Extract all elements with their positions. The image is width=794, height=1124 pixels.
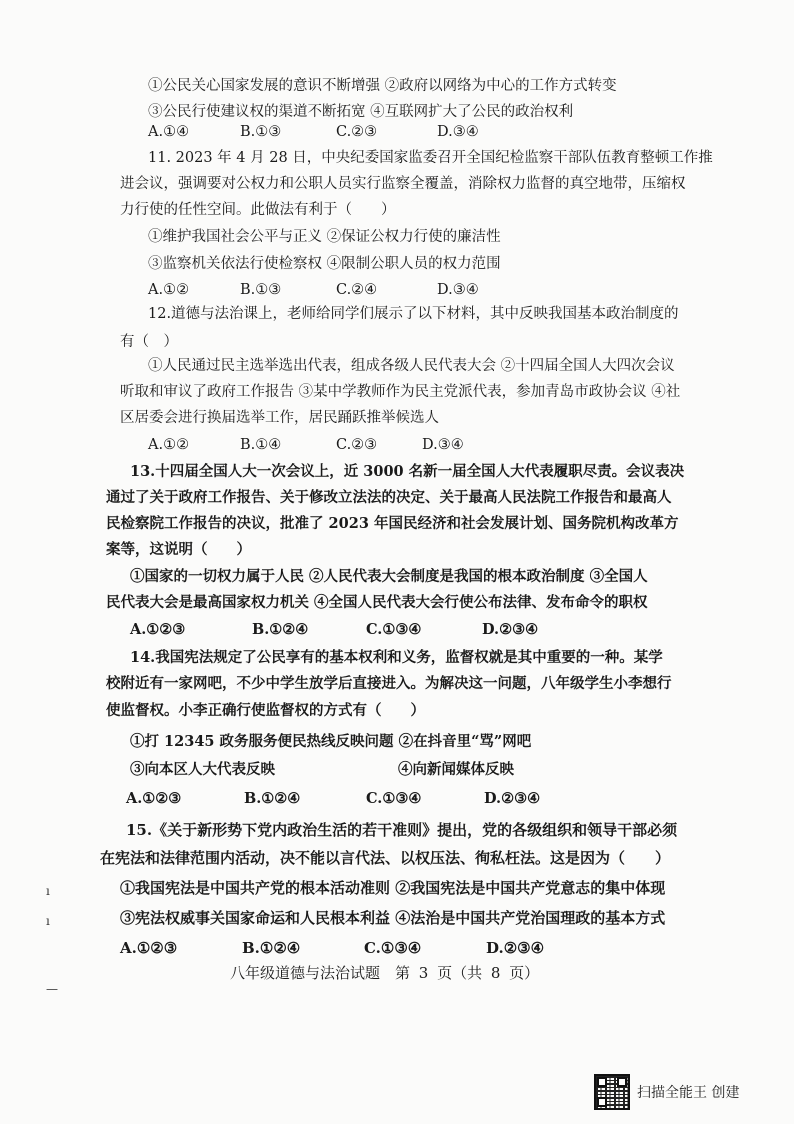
option-a: A.①②③: [120, 939, 178, 957]
q11-options: [148, 280, 648, 300]
option-d: D.②③④: [486, 939, 545, 957]
page-footer: 八年级道德与法治试题 第 3 页（共 8 页）: [230, 964, 540, 982]
option-d: D.③④: [437, 282, 479, 298]
option-b: B.①④: [240, 437, 282, 453]
option-d: D.②③④: [484, 790, 541, 807]
q12-statement-3: 区居委会进行换届选举工作，居民踊跃推举候选人: [120, 410, 439, 426]
option-d: D.③④: [437, 124, 479, 140]
q13-stem-4: 案等，这说明（ ）: [106, 541, 251, 558]
q11-stem-2: 进会议，强调要对公权力和公职人员实行监察全覆盖，消除权力监督的真空地带，压缩权: [120, 176, 686, 192]
q13-stem-3: 民检察院工作报告的决议，批准了 2023 年国民经济和社会发展计划、国务院机构改革方: [106, 515, 679, 532]
scan-mark: ı: [46, 914, 50, 928]
option-b: B.①②④: [244, 790, 301, 807]
q14-options: [126, 789, 626, 809]
q13-stem-2: 通过了关于政府工作报告、关于修改立法法的决定、关于最高人民法院工作报告和最高人: [106, 489, 672, 506]
qr-code-icon: [594, 1074, 630, 1110]
option-a: A.①④: [148, 124, 190, 140]
option-c: C.②③: [336, 124, 378, 140]
q11-stem-3: 力行使的任性空间。此做法有利于（ ）: [120, 202, 396, 218]
q14-stem-1: 14.我国宪法规定了公民享有的基本权利和义务，监督权就是其中重要的一种。某学: [130, 649, 663, 666]
q11-statement-3-4: ③监察机关依法行使检察权 ④限制公职人员的权力范围: [148, 256, 501, 272]
q11-statement-1-2: ①维护我国社会公平与正义 ②保证公权力行使的廉洁性: [148, 229, 501, 245]
option-c: C.①③④: [366, 621, 422, 638]
q11-stem-1: 11. 2023 年 4 月 28 日，中央纪委国家监委召开全国纪检监察干部队伍教育整顿工作推: [148, 150, 713, 166]
option-a: A.①②: [148, 437, 190, 453]
option-a: A.①②: [148, 282, 190, 298]
q12-stem-1: 12.道德与法治课上，老师给同学们展示了以下材料，其中反映我国基本政治制度的: [148, 306, 679, 322]
option-b: B.①③: [240, 282, 282, 298]
option-d: D.②③④: [482, 621, 539, 638]
scan-mark: ı: [46, 884, 50, 898]
q14-statement-1-2: ①打 12345 政务服务便民热线反映问题 ②在抖音里“骂”网吧: [130, 733, 532, 750]
q13-stem-1: 13.十四届全国人大一次会议上，近 3000 名新一届全国人大代表履职尽责。会议表决: [130, 463, 685, 480]
q12-statement-1: ①人民通过民主选举选出代表，组成各级人民代表大会 ②十四届全国人大四次会议: [148, 358, 675, 374]
q14-statement-3: ③向本区人大代表反映: [130, 761, 275, 778]
option-c: C.①③④: [364, 939, 422, 957]
option-c: C.②④: [336, 282, 378, 298]
q15-stem-2: 在宪法和法律范围内活动，决不能以言代法、以权压法、徇私枉法。这是因为（ ）: [100, 849, 671, 867]
option-c: C.②③: [336, 437, 378, 453]
q13-statement-2: 民代表大会是最高国家权力机关 ④全国人民代表大会行使公布法律、发布命令的职权: [106, 594, 648, 611]
option-d: D.③④: [422, 437, 464, 453]
q10-options: [148, 122, 648, 142]
q12-statement-2: 听取和审议了政府工作报告 ③某中学教师作为民主党派代表，参加青岛市政协会议 ④社: [120, 384, 681, 400]
q10-statement-1-2: ①公民关心国家发展的意识不断增强 ②政府以网络为中心的工作方式转变: [148, 78, 617, 94]
q15-stem-1: 15.《关于新形势下党内政治生活的若干准则》提出，党的各级组织和领导干部必须: [126, 821, 678, 839]
scanner-watermark: 扫描全能王 创建: [637, 1085, 740, 1101]
q10-statement-3-4: ③公民行使建议权的渠道不断拓宽 ④互联网扩大了公民的政治权利: [148, 104, 574, 120]
option-a: A.①②③: [130, 621, 186, 638]
q15-options: [120, 938, 620, 958]
q14-statement-4: ④向新闻媒体反映: [398, 761, 514, 778]
q14-stem-2: 校附近有一家网吧，不少中学生放学后直接进入。为解决这一问题，八年级学生小李想行: [106, 675, 672, 692]
option-b: B.①②④: [252, 621, 309, 638]
option-b: B.①③: [240, 124, 282, 140]
q15-statement-3-4: ③宪法权威事关国家命运和人民根本利益 ④法治是中国共产党治国理政的基本方式: [120, 909, 666, 927]
option-c: C.①③④: [366, 790, 422, 807]
q12-stem-2: 有（ ）: [120, 334, 178, 350]
q13-statement-1: ①国家的一切权力属于人民 ②人民代表大会制度是我国的根本政治制度 ③全国人: [130, 568, 648, 585]
q12-options: [148, 435, 648, 455]
q14-stem-3: 使监督权。小李正确行使监督权的方式有（ ）: [106, 702, 425, 719]
q13-options: [130, 620, 630, 640]
option-a: A.①②③: [126, 790, 182, 807]
option-b: B.①②④: [242, 939, 301, 957]
scan-mark: —: [46, 982, 58, 996]
q15-statement-1-2: ①我国宪法是中国共产党的根本活动准则 ②我国宪法是中国共产党意志的集中体现: [120, 879, 666, 897]
